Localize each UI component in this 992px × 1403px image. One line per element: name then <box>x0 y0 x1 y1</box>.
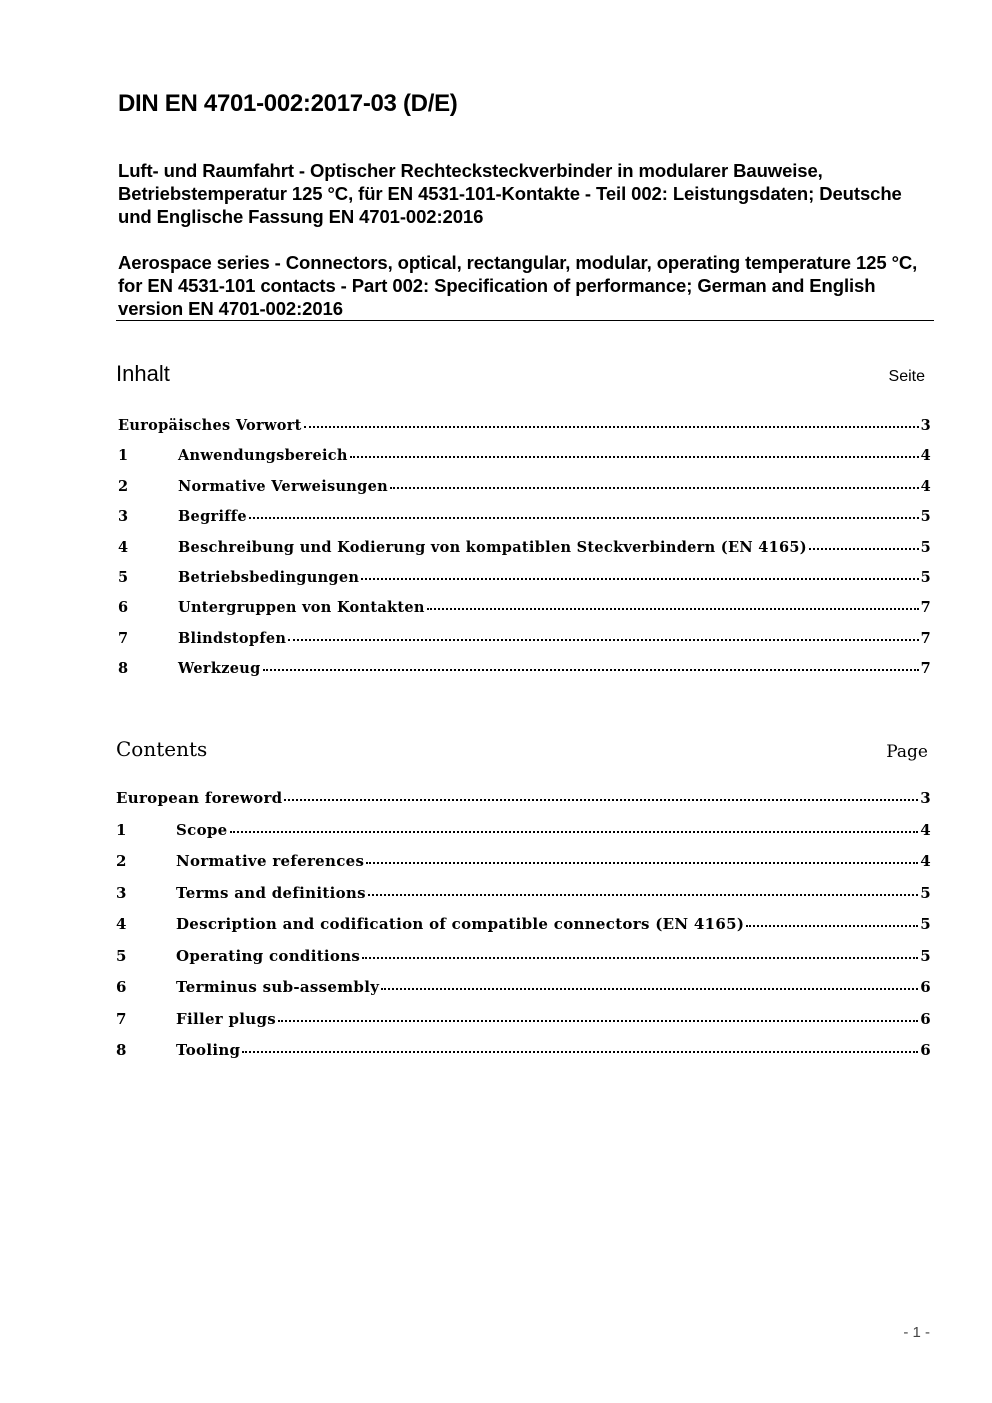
toc-entry[interactable] <box>116 821 931 853</box>
toc-entry[interactable] <box>118 539 931 569</box>
toc-dot-leader <box>263 668 919 671</box>
toc-entry[interactable] <box>116 1041 931 1073</box>
toc-dot-leader <box>242 1050 918 1053</box>
toc-entry[interactable] <box>116 947 931 979</box>
title-german: Luft- und Raumfahrt - Optischer Rechtecksteckverbinder in modularer Bauweise, Betriebstemperatur 125 °C, für EN 4531-101-Kontakte - Teil 002: Leistungsdaten; Deutsche und Englische Fassung EN 4701-002:2016 <box>118 160 902 227</box>
toc-dot-leader <box>230 830 919 833</box>
toc-entry-title: Tooling <box>176 1041 241 1059</box>
toc-entry-number: 6 <box>118 599 129 617</box>
toc-page-label-german: Seite <box>888 368 925 385</box>
toc-entry-page: 4 <box>920 852 931 870</box>
toc-dot-leader <box>278 1019 918 1022</box>
toc-entry-title: Terms and definitions <box>176 883 366 902</box>
toc-entry-title: Begriffe <box>178 508 247 526</box>
toc-heading-german: Inhalt <box>116 361 170 386</box>
toc-entry-page: 5 <box>920 508 931 526</box>
toc-entry-title: Filler plugs <box>176 1009 277 1028</box>
toc-entry-number: 3 <box>118 508 129 526</box>
toc-entry-title: Untergruppen von Kontakten <box>178 599 425 617</box>
toc-entry-page: 6 <box>920 1041 931 1059</box>
toc-dot-leader <box>304 425 919 428</box>
toc-entry-page: 5 <box>920 883 931 902</box>
toc-entry-title: Betriebsbedingungen <box>178 568 360 586</box>
toc-entry-page: 6 <box>920 978 931 996</box>
toc-entry-number: 3 <box>116 883 127 902</box>
toc-entry[interactable] <box>118 599 931 629</box>
toc-entry-page: 7 <box>920 629 931 647</box>
toc-entry-number: 2 <box>116 852 127 870</box>
toc-entry-page: 5 <box>920 946 931 965</box>
toc-entry-page: 5 <box>920 538 931 556</box>
toc-english <box>116 789 931 1073</box>
toc-entry-page: 6 <box>920 1009 931 1028</box>
title-divider <box>116 320 934 321</box>
toc-entry-title: Beschreibung und Kodierung von kompatiblen Steckverbindern (EN 4165) <box>178 538 807 556</box>
toc-entry[interactable] <box>116 884 931 916</box>
toc-entry-page: 3 <box>920 417 931 434</box>
page-number: - 1 - <box>903 1324 930 1341</box>
toc-entry[interactable] <box>118 508 931 538</box>
toc-entry-title: Normative Verweisungen <box>178 477 388 495</box>
toc-entry-title: Description and codification of compatible connectors (EN 4165) <box>176 915 745 933</box>
toc-entry-number: 1 <box>118 447 129 465</box>
toc-german <box>118 417 931 691</box>
toc-entry-title: Europäisches Vorwort <box>118 417 302 434</box>
toc-dot-leader <box>361 577 918 580</box>
toc-entry[interactable] <box>118 630 931 660</box>
toc-entry-page: 5 <box>920 568 931 586</box>
toc-entry-page: 7 <box>920 599 931 617</box>
toc-entry-title: Operating conditions <box>176 946 361 965</box>
toc-entry[interactable] <box>118 447 931 477</box>
toc-heading-english: Contents <box>116 737 208 761</box>
toc-entry[interactable] <box>116 978 931 1010</box>
title-english: Aerospace series - Connectors, optical, rectangular, modular, operating temperature 125 °C, for EN 4531-101 contacts - Part 002: Specification of performance; German and English version EN 4701-002:2016 <box>118 252 918 319</box>
toc-entry-number: 5 <box>116 946 127 965</box>
toc-dot-leader <box>809 547 919 550</box>
toc-entry-page: 4 <box>920 477 931 495</box>
toc-entry-number: 5 <box>118 568 129 586</box>
toc-entry-title: European foreword <box>116 789 283 807</box>
toc-entry-page: 4 <box>920 820 931 839</box>
toc-dot-leader <box>362 956 918 959</box>
toc-dot-leader <box>366 861 918 864</box>
document-id: DIN EN 4701-002:2017-03 (D/E) <box>118 90 458 117</box>
toc-dot-leader <box>390 486 919 489</box>
toc-entry-number: 6 <box>116 978 127 996</box>
toc-entry-page: 7 <box>920 660 931 678</box>
toc-entry-number: 1 <box>116 820 127 839</box>
toc-entry[interactable] <box>116 852 931 884</box>
toc-dot-leader <box>249 516 919 519</box>
toc-dot-leader <box>368 893 918 896</box>
toc-entry[interactable] <box>118 660 931 690</box>
toc-entry-number: 4 <box>118 538 129 556</box>
toc-entry[interactable] <box>116 789 931 821</box>
toc-entry[interactable] <box>118 478 931 508</box>
toc-entry-title: Normative references <box>176 852 365 870</box>
toc-entry-title: Terminus sub-assembly <box>176 978 380 996</box>
toc-dot-leader <box>746 924 918 927</box>
toc-entry[interactable] <box>116 1010 931 1042</box>
toc-entry-number: 7 <box>118 629 129 647</box>
toc-entry-page: 5 <box>920 915 931 933</box>
toc-entry-page: 3 <box>920 789 931 807</box>
toc-entry-title: Scope <box>176 820 228 839</box>
toc-entry[interactable] <box>118 417 931 447</box>
toc-entry-title: Blindstopfen <box>178 629 287 647</box>
toc-dot-leader <box>284 798 918 801</box>
toc-entry-page: 4 <box>920 447 931 465</box>
toc-page-label-english: Page <box>886 742 928 762</box>
toc-dot-leader <box>350 455 919 458</box>
toc-dot-leader <box>427 607 919 610</box>
toc-entry-title: Anwendungsbereich <box>178 447 348 465</box>
toc-entry-number: 2 <box>118 477 129 495</box>
toc-entry-number: 8 <box>116 1041 127 1059</box>
toc-entry[interactable] <box>116 915 931 947</box>
toc-entry-title: Werkzeug <box>178 660 261 678</box>
toc-entry[interactable] <box>118 569 931 599</box>
toc-dot-leader <box>381 987 918 990</box>
toc-dot-leader <box>288 638 918 641</box>
toc-entry-number: 8 <box>118 660 129 678</box>
toc-entry-number: 7 <box>116 1009 127 1028</box>
toc-entry-number: 4 <box>116 915 127 933</box>
